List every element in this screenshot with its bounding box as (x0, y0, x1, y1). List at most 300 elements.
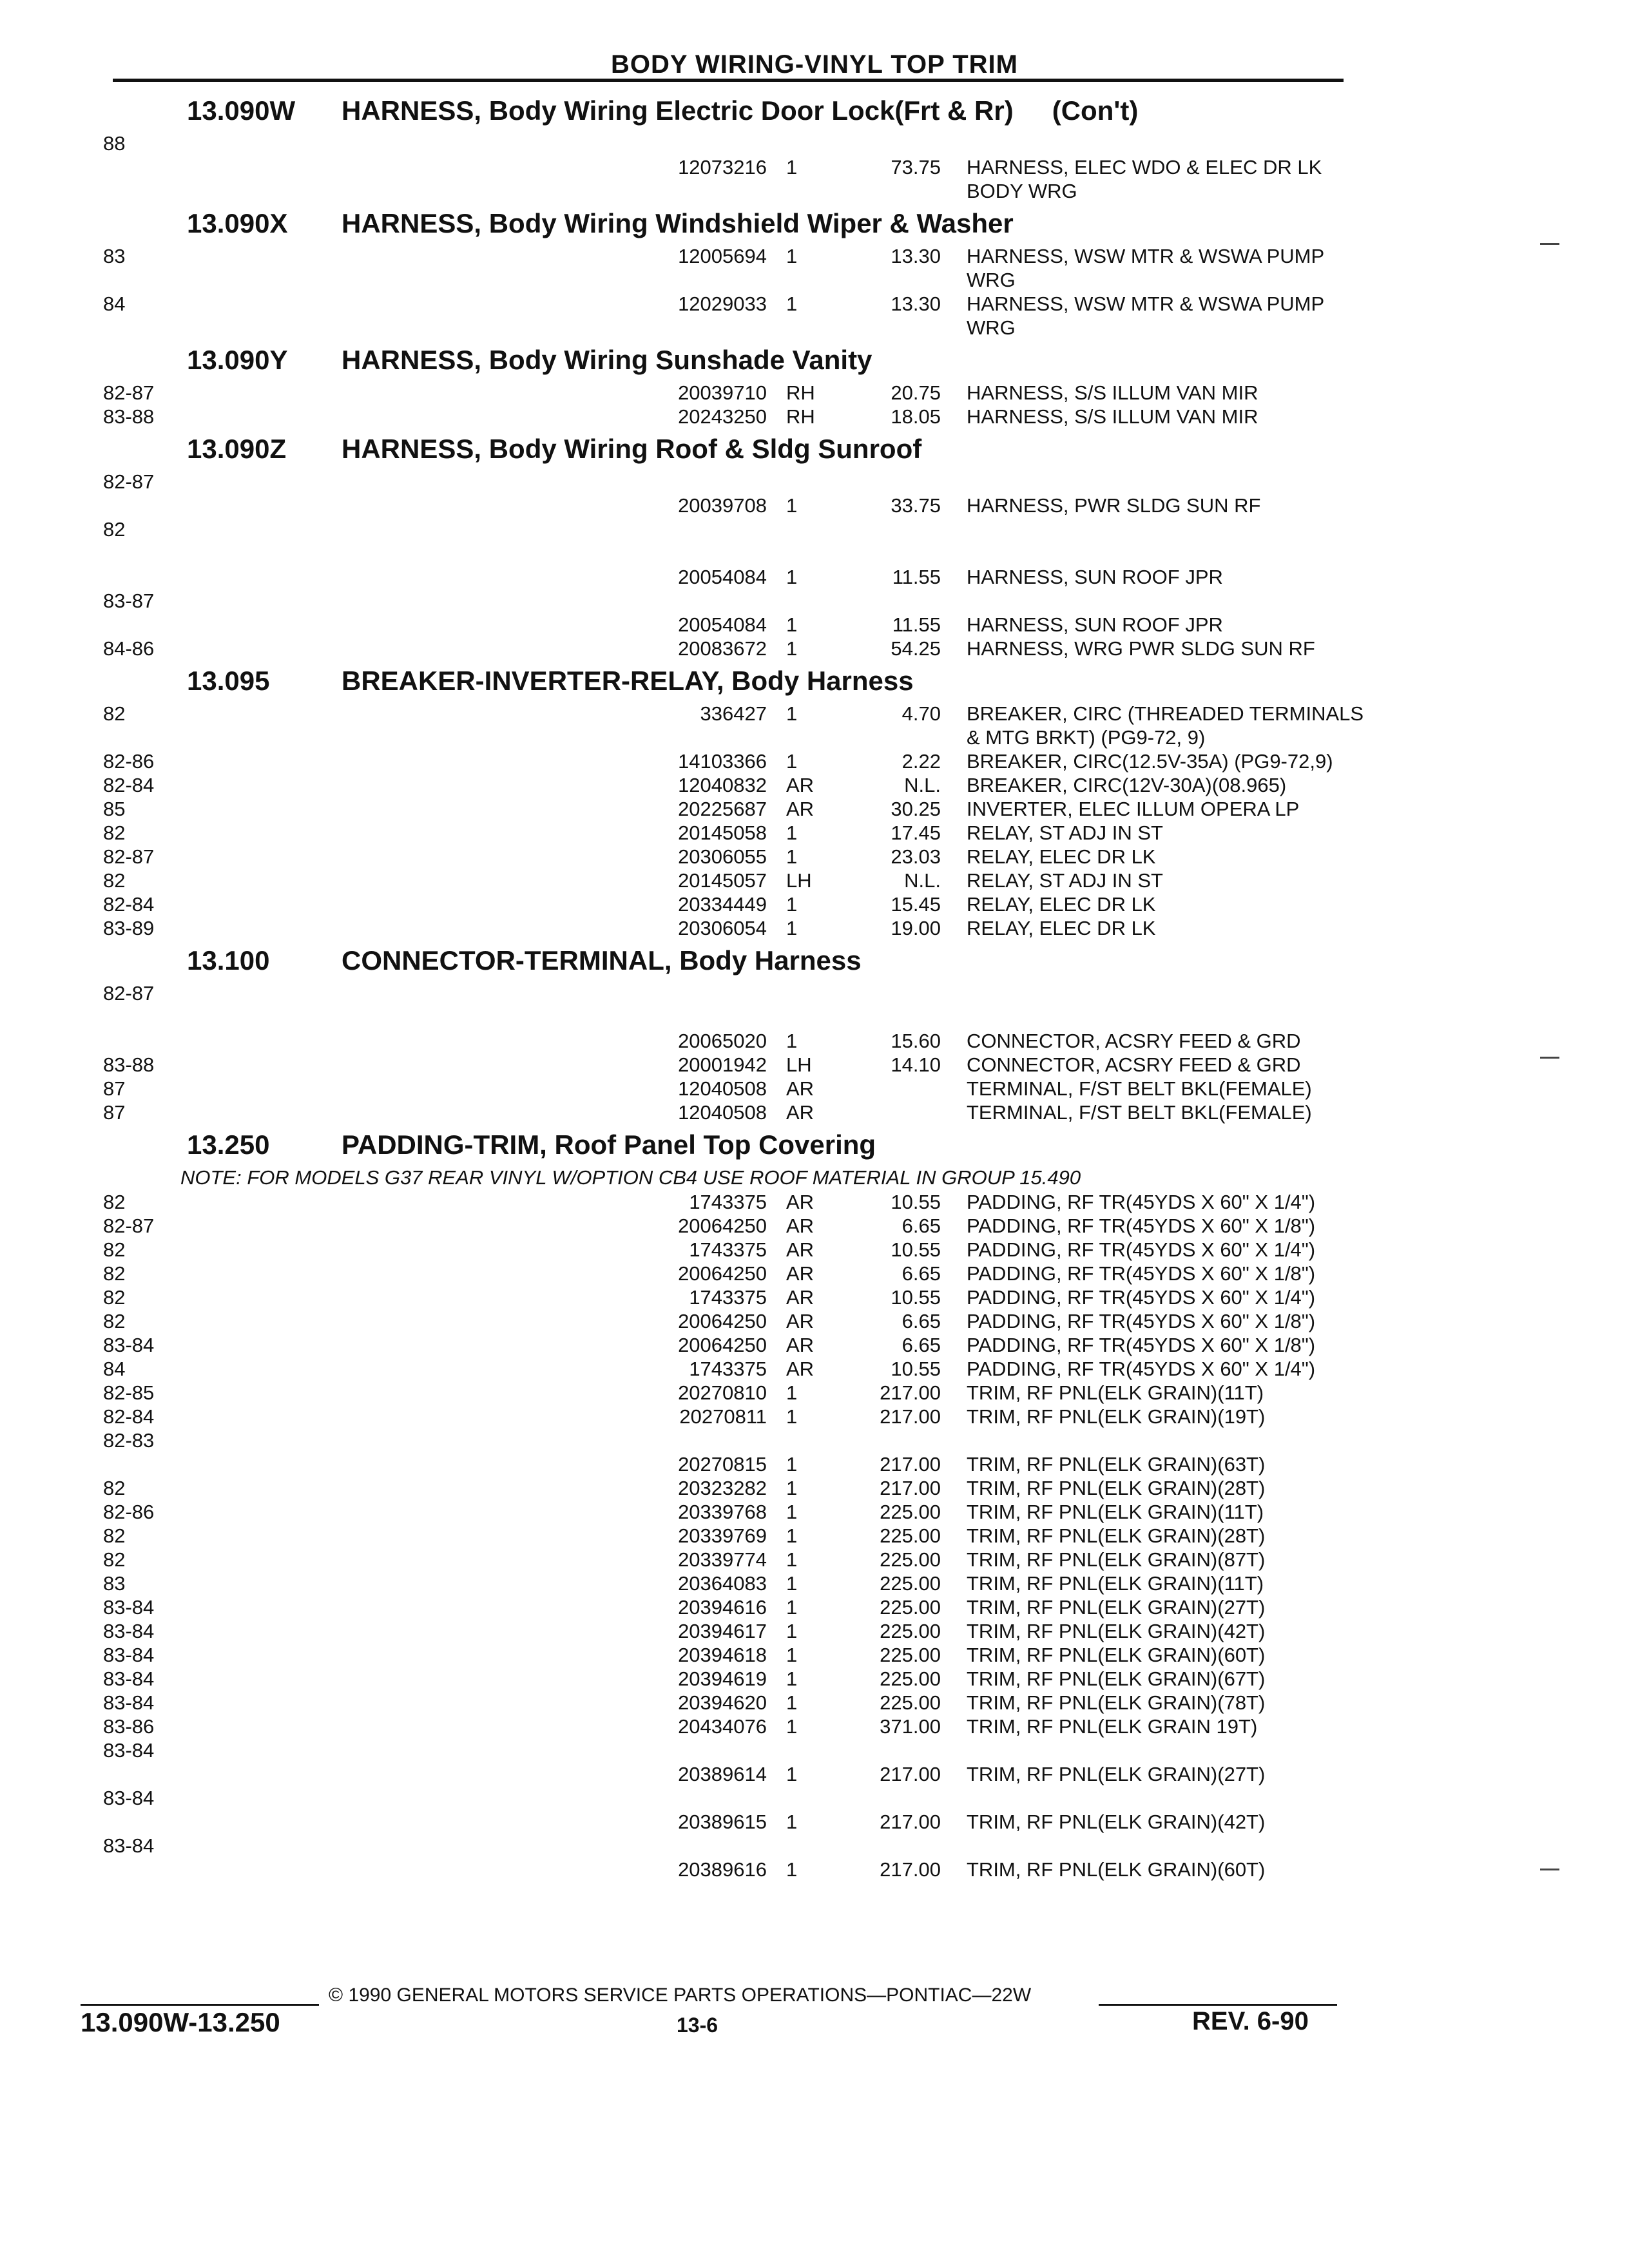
part-name: TRIM, RF PNL(ELK GRAIN)(11T) (967, 1501, 1264, 1523)
price: 6.65 (901, 1215, 941, 1237)
parts-row (103, 1077, 1347, 1100)
parts-row (103, 565, 1347, 589)
part-name: PADDING, RF TR(45YDS X 60" X 1/8") (967, 1215, 1316, 1237)
parts-row (103, 1524, 1347, 1548)
section-title: PADDING-TRIM, Roof Panel Top Covering (342, 1129, 876, 1160)
quantity: 1 (786, 1596, 798, 1619)
part-name: RELAY, ST ADJ IN ST (967, 822, 1163, 844)
section-number: 13.090W (187, 95, 296, 126)
price: 6.65 (901, 1334, 941, 1356)
model-years: 82-84 (103, 774, 155, 796)
part-name: TERMINAL, F/ST BELT BKL(FEMALE) (967, 1077, 1312, 1100)
part-number: 12040508 (678, 1077, 767, 1100)
price: 14.10 (891, 1053, 941, 1076)
quantity: RH (786, 381, 815, 404)
parts-row (103, 1643, 1347, 1667)
parts-row (103, 244, 1347, 268)
quantity: 1 (786, 1715, 798, 1738)
quantity: AR (786, 1238, 815, 1261)
quantity: 1 (786, 1858, 798, 1881)
price: 15.60 (891, 1030, 941, 1052)
part-number: 20064250 (678, 1262, 767, 1285)
model-years: 83-88 (103, 405, 155, 428)
part-number: 1743375 (689, 1238, 767, 1261)
part-name: HARNESS, PWR SLDG SUN RF (967, 494, 1261, 517)
part-number: 20270811 (679, 1405, 767, 1428)
parts-row (103, 1858, 1347, 1881)
model-years: 82 (103, 822, 126, 844)
parts-row (103, 892, 1347, 916)
section-heading (103, 340, 1347, 381)
quantity: 1 (786, 1501, 798, 1523)
parts-row (103, 1100, 1347, 1124)
parts-row (103, 821, 1347, 845)
price: N.L. (904, 869, 941, 892)
parts-row (103, 773, 1347, 797)
price: 6.65 (901, 1310, 941, 1332)
model-years: 83 (103, 245, 126, 267)
part-name: TRIM, RF PNL(ELK GRAIN)(28T) (967, 1524, 1266, 1547)
part-name: TRIM, RF PNL(ELK GRAIN 19T) (967, 1715, 1258, 1738)
price: 30.25 (891, 798, 941, 820)
part-number: 12040832 (678, 774, 767, 796)
part-name: HARNESS, WRG PWR SLDG SUN RF (967, 637, 1315, 660)
model-years: 82-83 (103, 1429, 155, 1452)
parts-row (103, 589, 1347, 613)
part-name: TRIM, RF PNL(ELK GRAIN)(27T) (967, 1763, 1266, 1785)
part-name: HARNESS, ELEC WDO & ELEC DR LK (967, 156, 1322, 178)
part-name: TRIM, RF PNL(ELK GRAIN)(78T) (967, 1691, 1266, 1714)
parts-row (103, 1691, 1347, 1715)
parts-row (103, 1500, 1347, 1524)
quantity: 1 (786, 1620, 798, 1642)
section-number: 13.100 (187, 945, 270, 975)
model-years: 82-84 (103, 893, 155, 916)
part-number: 20394616 (678, 1596, 767, 1619)
parts-row (103, 749, 1347, 773)
part-name: PADDING, RF TR(45YDS X 60" X 1/8") (967, 1262, 1316, 1285)
part-name: BREAKER, CIRC(12V-30A)(08.965) (967, 774, 1287, 796)
model-years: 82-85 (103, 1381, 155, 1404)
model-years: 82-87 (103, 1215, 155, 1237)
section-heading (103, 940, 1347, 981)
section-number: 13.090Z (187, 434, 287, 464)
part-name: TRIM, RF PNL(ELK GRAIN)(27T) (967, 1596, 1266, 1619)
part-name: PADDING, RF TR(45YDS X 60" X 1/4") (967, 1191, 1316, 1213)
price: 17.45 (891, 822, 941, 844)
quantity: 1 (786, 245, 798, 267)
part-number: 20339768 (678, 1501, 767, 1523)
part-number: 20394619 (678, 1667, 767, 1690)
model-years: 82-87 (103, 470, 155, 493)
part-name: HARNESS, SUN ROOF JPR (967, 566, 1223, 588)
price: 225.00 (880, 1572, 941, 1595)
model-years: 83-86 (103, 1715, 155, 1738)
part-number: 20064250 (678, 1215, 767, 1237)
part-name: TRIM, RF PNL(ELK GRAIN)(11T) (967, 1381, 1264, 1404)
parts-row (103, 845, 1347, 869)
part-name: TRIM, RF PNL(ELK GRAIN)(19T) (967, 1405, 1266, 1428)
parts-row (103, 405, 1347, 428)
part-number: 20083672 (678, 637, 767, 660)
price: 4.70 (901, 702, 941, 725)
model-years: 83-84 (103, 1834, 155, 1857)
model-years: 84 (103, 293, 126, 315)
parts-row (103, 517, 1347, 541)
price: 23.03 (891, 845, 941, 868)
quantity: LH (786, 869, 812, 892)
part-number: 12040508 (678, 1101, 767, 1124)
parts-row (103, 470, 1347, 494)
part-number: 12073216 (678, 156, 767, 178)
footer-revision: REV. 6-90 (1192, 2007, 1309, 2035)
quantity: LH (786, 1053, 812, 1076)
footer-copyright: © 1990 GENERAL MOTORS SERVICE PARTS OPERATIONS—PONTIAC—22W (329, 1984, 1032, 2006)
footer-page-number: 13-6 (677, 2013, 718, 2037)
price: 217.00 (880, 1381, 941, 1404)
quantity: 1 (786, 1691, 798, 1714)
part-number: 20243250 (678, 405, 767, 428)
price: 73.75 (891, 156, 941, 178)
price: 217.00 (880, 1858, 941, 1881)
price: 225.00 (880, 1644, 941, 1666)
parts-row (103, 1571, 1347, 1595)
part-number: 1743375 (689, 1358, 767, 1380)
part-number: 20039708 (678, 494, 767, 517)
model-years: 82-86 (103, 1501, 155, 1523)
model-years: 83-84 (103, 1787, 155, 1809)
section-title: CONNECTOR-TERMINAL, Body Harness (342, 945, 862, 975)
model-years: 84-86 (103, 637, 155, 660)
parts-row (103, 268, 1347, 292)
parts-row (103, 1357, 1347, 1381)
model-years: 82-87 (103, 845, 155, 868)
part-name: TERMINAL, F/ST BELT BKL(FEMALE) (967, 1101, 1312, 1124)
model-years: 83-84 (103, 1334, 155, 1356)
price: 20.75 (891, 381, 941, 404)
price: 217.00 (880, 1453, 941, 1475)
parts-row (103, 179, 1347, 203)
model-years: 87 (103, 1101, 126, 1124)
page-header-title: BODY WIRING-VINYL TOP TRIM (611, 50, 1018, 79)
part-number: 20054084 (678, 613, 767, 636)
part-number: 12029033 (678, 293, 767, 315)
quantity: 1 (786, 1381, 798, 1404)
section-title: BREAKER-INVERTER-RELAY, Body Harness (342, 666, 914, 696)
quantity: 1 (786, 1811, 798, 1833)
part-number: 20145058 (678, 822, 767, 844)
model-years: 83-84 (103, 1667, 155, 1690)
parts-row (103, 131, 1347, 155)
quantity: 1 (786, 1477, 798, 1499)
part-number: 14103366 (678, 750, 767, 773)
section-title: HARNESS, Body Wiring Roof & Sldg Sunroof (342, 434, 922, 464)
parts-row (103, 1715, 1347, 1738)
price: 225.00 (880, 1524, 941, 1547)
model-years: 83-84 (103, 1620, 155, 1642)
section-number: 13.090X (187, 208, 288, 238)
part-name: PADDING, RF TR(45YDS X 60" X 1/8") (967, 1310, 1316, 1332)
part-name: TRIM, RF PNL(ELK GRAIN)(11T) (967, 1572, 1264, 1595)
part-number: 20339774 (678, 1548, 767, 1571)
parts-row (103, 494, 1347, 517)
margin-tick-mark (1540, 243, 1559, 245)
part-name: HARNESS, S/S ILLUM VAN MIR (967, 405, 1258, 428)
part-name: HARNESS, WSW MTR & WSWA PUMP (967, 293, 1325, 315)
parts-row (103, 541, 1347, 565)
quantity: AR (786, 1334, 815, 1356)
model-years: 82 (103, 1524, 126, 1547)
model-years: 83-88 (103, 1053, 155, 1076)
section-number: 13.095 (187, 666, 270, 696)
quantity: AR (786, 1310, 815, 1332)
quantity: 1 (786, 566, 798, 588)
parts-row (103, 1262, 1347, 1285)
footer-rule-left (81, 2004, 319, 2006)
part-name: TRIM, RF PNL(ELK GRAIN)(60T) (967, 1858, 1266, 1881)
part-name: PADDING, RF TR(45YDS X 60" X 1/4") (967, 1358, 1316, 1380)
quantity: AR (786, 1358, 815, 1380)
quantity: 1 (786, 1030, 798, 1052)
parts-row (103, 1452, 1347, 1476)
parts-row (103, 1667, 1347, 1691)
parts-row (103, 1381, 1347, 1405)
part-name: TRIM, RF PNL(ELK GRAIN)(67T) (967, 1667, 1266, 1690)
model-years: 83-84 (103, 1739, 155, 1762)
model-years: 82-84 (103, 1405, 155, 1428)
parts-row (103, 726, 1347, 749)
part-name: RELAY, ST ADJ IN ST (967, 869, 1163, 892)
model-years: 82 (103, 1262, 126, 1285)
quantity: 1 (786, 750, 798, 773)
part-number: 20306054 (678, 917, 767, 939)
price: 54.25 (891, 637, 941, 660)
price: 371.00 (880, 1715, 941, 1738)
quantity: 1 (786, 1524, 798, 1547)
quantity: 1 (786, 893, 798, 916)
model-years: 83-84 (103, 1596, 155, 1619)
price: 225.00 (880, 1596, 941, 1619)
part-number: 20389615 (678, 1811, 767, 1833)
parts-row (103, 1762, 1347, 1786)
price: 13.30 (891, 245, 941, 267)
parts-row (103, 1238, 1347, 1262)
parts-row (103, 1786, 1347, 1810)
part-name: BODY WRG (967, 180, 1077, 202)
part-number: 20001942 (678, 1053, 767, 1076)
part-number: 20394620 (678, 1691, 767, 1714)
part-number: 20389614 (678, 1763, 767, 1785)
part-name: WRG (967, 316, 1016, 339)
price: 18.05 (891, 405, 941, 428)
model-years: 82 (103, 518, 126, 541)
model-years: 82 (103, 1238, 126, 1261)
price: 225.00 (880, 1620, 941, 1642)
part-number: 20270815 (678, 1453, 767, 1475)
part-name: RELAY, ELEC DR LK (967, 893, 1156, 916)
parts-row (103, 292, 1347, 316)
price: 225.00 (880, 1501, 941, 1523)
model-years: 82 (103, 1191, 126, 1213)
part-number: 20054084 (678, 566, 767, 588)
parts-row (103, 1190, 1347, 1214)
part-number: 20145057 (678, 869, 767, 892)
quantity: 1 (786, 293, 798, 315)
parts-row (103, 155, 1347, 179)
part-number: 20039710 (678, 381, 767, 404)
part-name: TRIM, RF PNL(ELK GRAIN)(42T) (967, 1620, 1266, 1642)
price: 33.75 (891, 494, 941, 517)
quantity: 1 (786, 494, 798, 517)
part-number: 20389616 (678, 1858, 767, 1881)
section-note: NOTE: FOR MODELS G37 REAR VINYL W/OPTION CB4 USE ROOF MATERIAL IN GROUP 15.490 (180, 1166, 1081, 1189)
quantity: RH (786, 405, 815, 428)
parts-catalog-content (103, 90, 1364, 1881)
part-name: BREAKER, CIRC (THREADED TERMINALS (967, 702, 1364, 725)
parts-row (103, 1810, 1347, 1834)
parts-row (103, 1285, 1347, 1309)
price: 225.00 (880, 1691, 941, 1714)
parts-row (103, 637, 1347, 660)
section-continued: (Con't) (1052, 95, 1139, 126)
price: 225.00 (880, 1667, 941, 1690)
model-years: 82 (103, 1477, 126, 1499)
model-years: 85 (103, 798, 126, 820)
quantity: AR (786, 1101, 815, 1124)
quantity: 1 (786, 1763, 798, 1785)
price: 217.00 (880, 1811, 941, 1833)
part-name: CONNECTOR, ACSRY FEED & GRD (967, 1053, 1301, 1076)
part-number: 20065020 (678, 1030, 767, 1052)
model-years: 83-89 (103, 917, 155, 939)
price: 11.55 (892, 566, 941, 588)
parts-row (103, 981, 1347, 1005)
part-name: HARNESS, WSW MTR & WSWA PUMP (967, 245, 1325, 267)
quantity: AR (786, 798, 815, 820)
price: 10.55 (891, 1238, 941, 1261)
section-heading (103, 428, 1347, 470)
parts-row (103, 1834, 1347, 1858)
quantity: 1 (786, 702, 798, 725)
quantity: AR (786, 1262, 815, 1285)
part-number: 20064250 (678, 1310, 767, 1332)
quantity: 1 (786, 156, 798, 178)
part-name: RELAY, ELEC DR LK (967, 917, 1156, 939)
parts-row (103, 1548, 1347, 1571)
parts-row (103, 1005, 1347, 1029)
quantity: AR (786, 1191, 815, 1213)
part-number: 20270810 (678, 1381, 767, 1404)
quantity: AR (786, 774, 815, 796)
quantity: AR (786, 1215, 815, 1237)
quantity: 1 (786, 1453, 798, 1475)
part-name: CONNECTOR, ACSRY FEED & GRD (967, 1030, 1301, 1052)
section-heading (103, 203, 1347, 244)
section-title: HARNESS, Body Wiring Sunshade Vanity (342, 345, 872, 375)
part-number: 12005694 (678, 245, 767, 267)
quantity: 1 (786, 1548, 798, 1571)
model-years: 83 (103, 1572, 126, 1595)
part-number: 20323282 (678, 1477, 767, 1499)
part-name: HARNESS, S/S ILLUM VAN MIR (967, 381, 1258, 404)
model-years: 82 (103, 1548, 126, 1571)
model-years: 83-87 (103, 590, 155, 612)
parts-row (103, 1053, 1347, 1077)
model-years: 82-87 (103, 381, 155, 404)
quantity: AR (786, 1286, 815, 1309)
parts-row (103, 1619, 1347, 1643)
parts-row (103, 381, 1347, 405)
price: 217.00 (880, 1477, 941, 1499)
part-number: 20394618 (678, 1644, 767, 1666)
price: 217.00 (880, 1763, 941, 1785)
model-years: 82-87 (103, 982, 155, 1004)
part-name: PADDING, RF TR(45YDS X 60" X 1/4") (967, 1238, 1316, 1261)
model-years: 82 (103, 702, 126, 725)
section-heading (103, 660, 1347, 702)
part-name: TRIM, RF PNL(ELK GRAIN)(63T) (967, 1453, 1266, 1475)
part-name: INVERTER, ELEC ILLUM OPERA LP (967, 798, 1300, 820)
section-title: HARNESS, Body Wiring Windshield Wiper & Washer (342, 208, 1014, 238)
model-years: 88 (103, 132, 126, 155)
parts-row (103, 916, 1347, 940)
parts-row (103, 1333, 1347, 1357)
quantity: 1 (786, 1644, 798, 1666)
part-number: 1743375 (689, 1191, 767, 1213)
quantity: 1 (786, 613, 798, 636)
section-number: 13.250 (187, 1129, 270, 1160)
price: 11.55 (892, 613, 941, 636)
parts-row (103, 1309, 1347, 1333)
price: 10.55 (891, 1191, 941, 1213)
part-name: TRIM, RF PNL(ELK GRAIN)(28T) (967, 1477, 1266, 1499)
quantity: 1 (786, 845, 798, 868)
parts-row (103, 1029, 1347, 1053)
part-number: 20434076 (678, 1715, 767, 1738)
header-rule (113, 79, 1344, 82)
quantity: 1 (786, 1405, 798, 1428)
part-number: 20064250 (678, 1334, 767, 1356)
part-number: 1743375 (689, 1286, 767, 1309)
parts-row (103, 1595, 1347, 1619)
price: 225.00 (880, 1548, 941, 1571)
part-number: 336427 (700, 702, 767, 725)
part-number: 20306055 (678, 845, 767, 868)
model-years: 84 (103, 1358, 126, 1380)
model-years: 82-86 (103, 750, 155, 773)
parts-row (103, 1214, 1347, 1238)
part-name: TRIM, RF PNL(ELK GRAIN)(60T) (967, 1644, 1266, 1666)
price: N.L. (904, 774, 941, 796)
margin-tick-mark (1540, 1869, 1559, 1870)
model-years: 83-84 (103, 1644, 155, 1666)
footer-rule-right (1099, 2004, 1337, 2006)
price: 217.00 (880, 1405, 941, 1428)
part-name: PADDING, RF TR(45YDS X 60" X 1/8") (967, 1334, 1316, 1356)
part-name: BREAKER, CIRC(12.5V-35A) (PG9-72,9) (967, 750, 1333, 773)
model-years: 82 (103, 1310, 126, 1332)
parts-row (103, 797, 1347, 821)
model-years: 82 (103, 1286, 126, 1309)
part-name: TRIM, RF PNL(ELK GRAIN)(87T) (967, 1548, 1266, 1571)
margin-tick-mark (1540, 1057, 1559, 1059)
parts-row (103, 613, 1347, 637)
part-name: TRIM, RF PNL(ELK GRAIN)(42T) (967, 1811, 1266, 1833)
parts-row (103, 1405, 1347, 1428)
quantity: 1 (786, 1572, 798, 1595)
price: 13.30 (891, 293, 941, 315)
quantity: 1 (786, 822, 798, 844)
